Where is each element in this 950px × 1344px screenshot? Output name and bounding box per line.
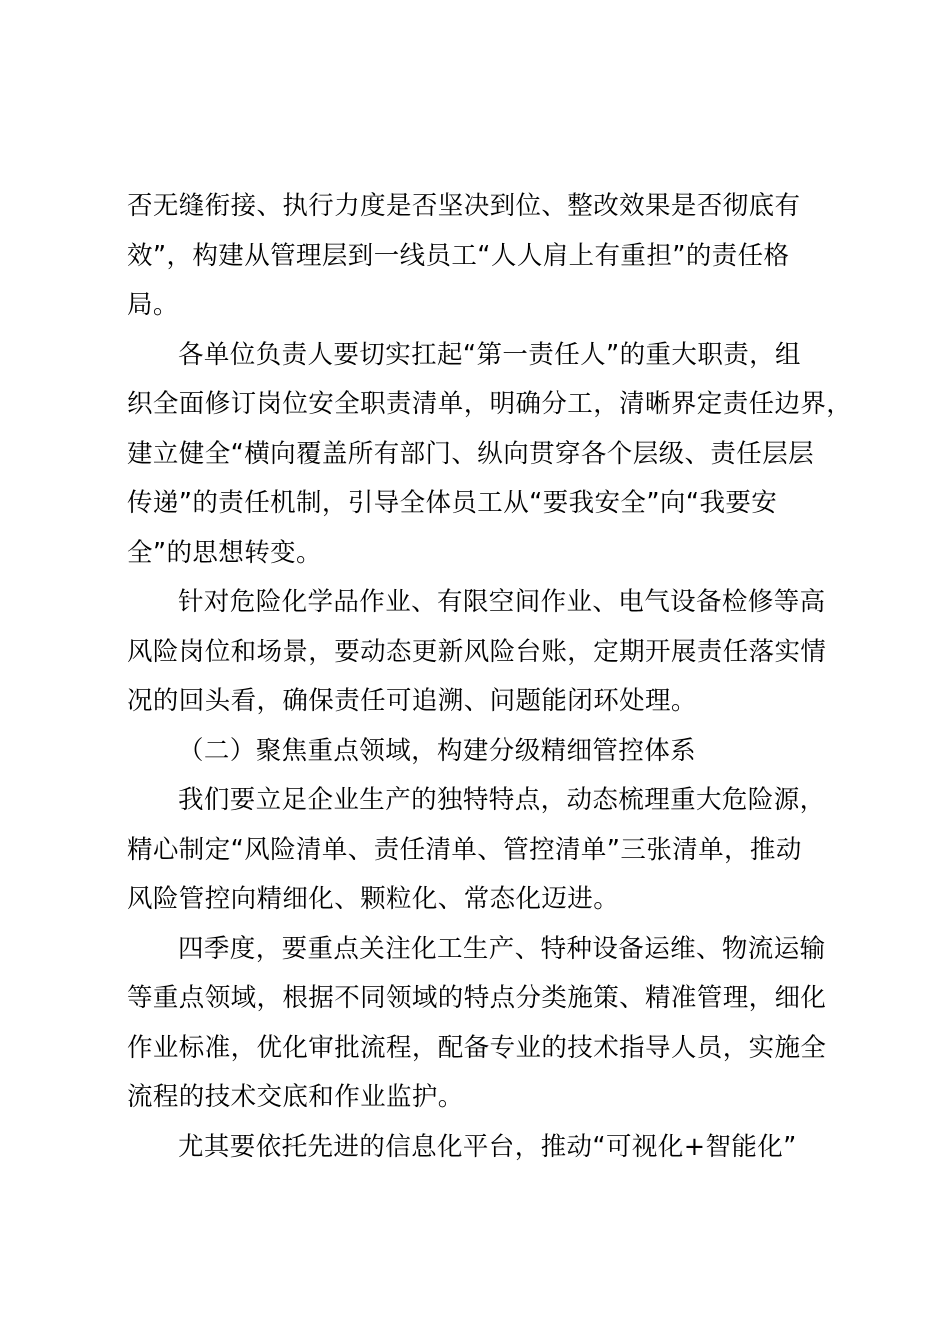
paragraph-start-line: 针对危险化学品作业、有限空间作业、电气设备检修等高 <box>178 587 826 617</box>
text-line: 传递”的责任机制，引导全体员工从“要我安全”向“我要安 <box>127 488 778 518</box>
text-line: 作业标准，优化审批流程，配备专业的技术指导人员，实施全 <box>127 1032 827 1063</box>
text-line: 等重点领域，根据不同领域的特点分类施策、精准管理，细化 <box>127 983 827 1013</box>
text-line: 精心制定“风险清单、责任清单、管控清单”三张清单，推动 <box>127 834 802 865</box>
paragraph-start-line: 我们要立足企业生产的独特特点，动态梳理重大危险源， <box>178 785 826 815</box>
text-line: 否无缝衔接、执行力度是否坚决到位、整改效果是否彻底有 <box>127 191 801 221</box>
text-line: 风险岗位和场景，要动态更新风险台账，定期开展责任落实情 <box>127 636 827 667</box>
text-line: 况的回头看，确保责任可追溯、问题能闭环处理。 <box>127 686 697 716</box>
paragraph-start-line: 各单位负责人要切实扛起“第一责任人”的重大职责，组 <box>178 339 801 370</box>
paragraph-start-line: 四季度，要重点关注化工生产、特种设备运维、物流运输 <box>178 933 826 964</box>
section-heading: （二）聚焦重点领域，构建分级精细管控体系 <box>178 735 697 766</box>
text-line: 织全面修订岗位安全职责清单，明确分工，清晰界定责任边界， <box>127 389 853 419</box>
document-body <box>127 182 853 1172</box>
text-line: 建立健全“横向覆盖所有部门、纵向贯穿各个层级、责任层层 <box>127 438 815 469</box>
text-line: 局。 <box>127 290 179 320</box>
text-line: 风险管控向精细化、颗粒化、常态化迈进。 <box>127 884 620 914</box>
text-line: 效”，构建从管理层到一线员工“人人肩上有重担”的责任格 <box>127 240 790 271</box>
text-line: 流程的技术交底和作业监护。 <box>127 1082 464 1112</box>
paragraph-start-line: 尤其要依托先进的信息化平台，推动“可视化+智能化” <box>178 1131 797 1162</box>
text-line: 全”的思想转变。 <box>127 537 322 568</box>
